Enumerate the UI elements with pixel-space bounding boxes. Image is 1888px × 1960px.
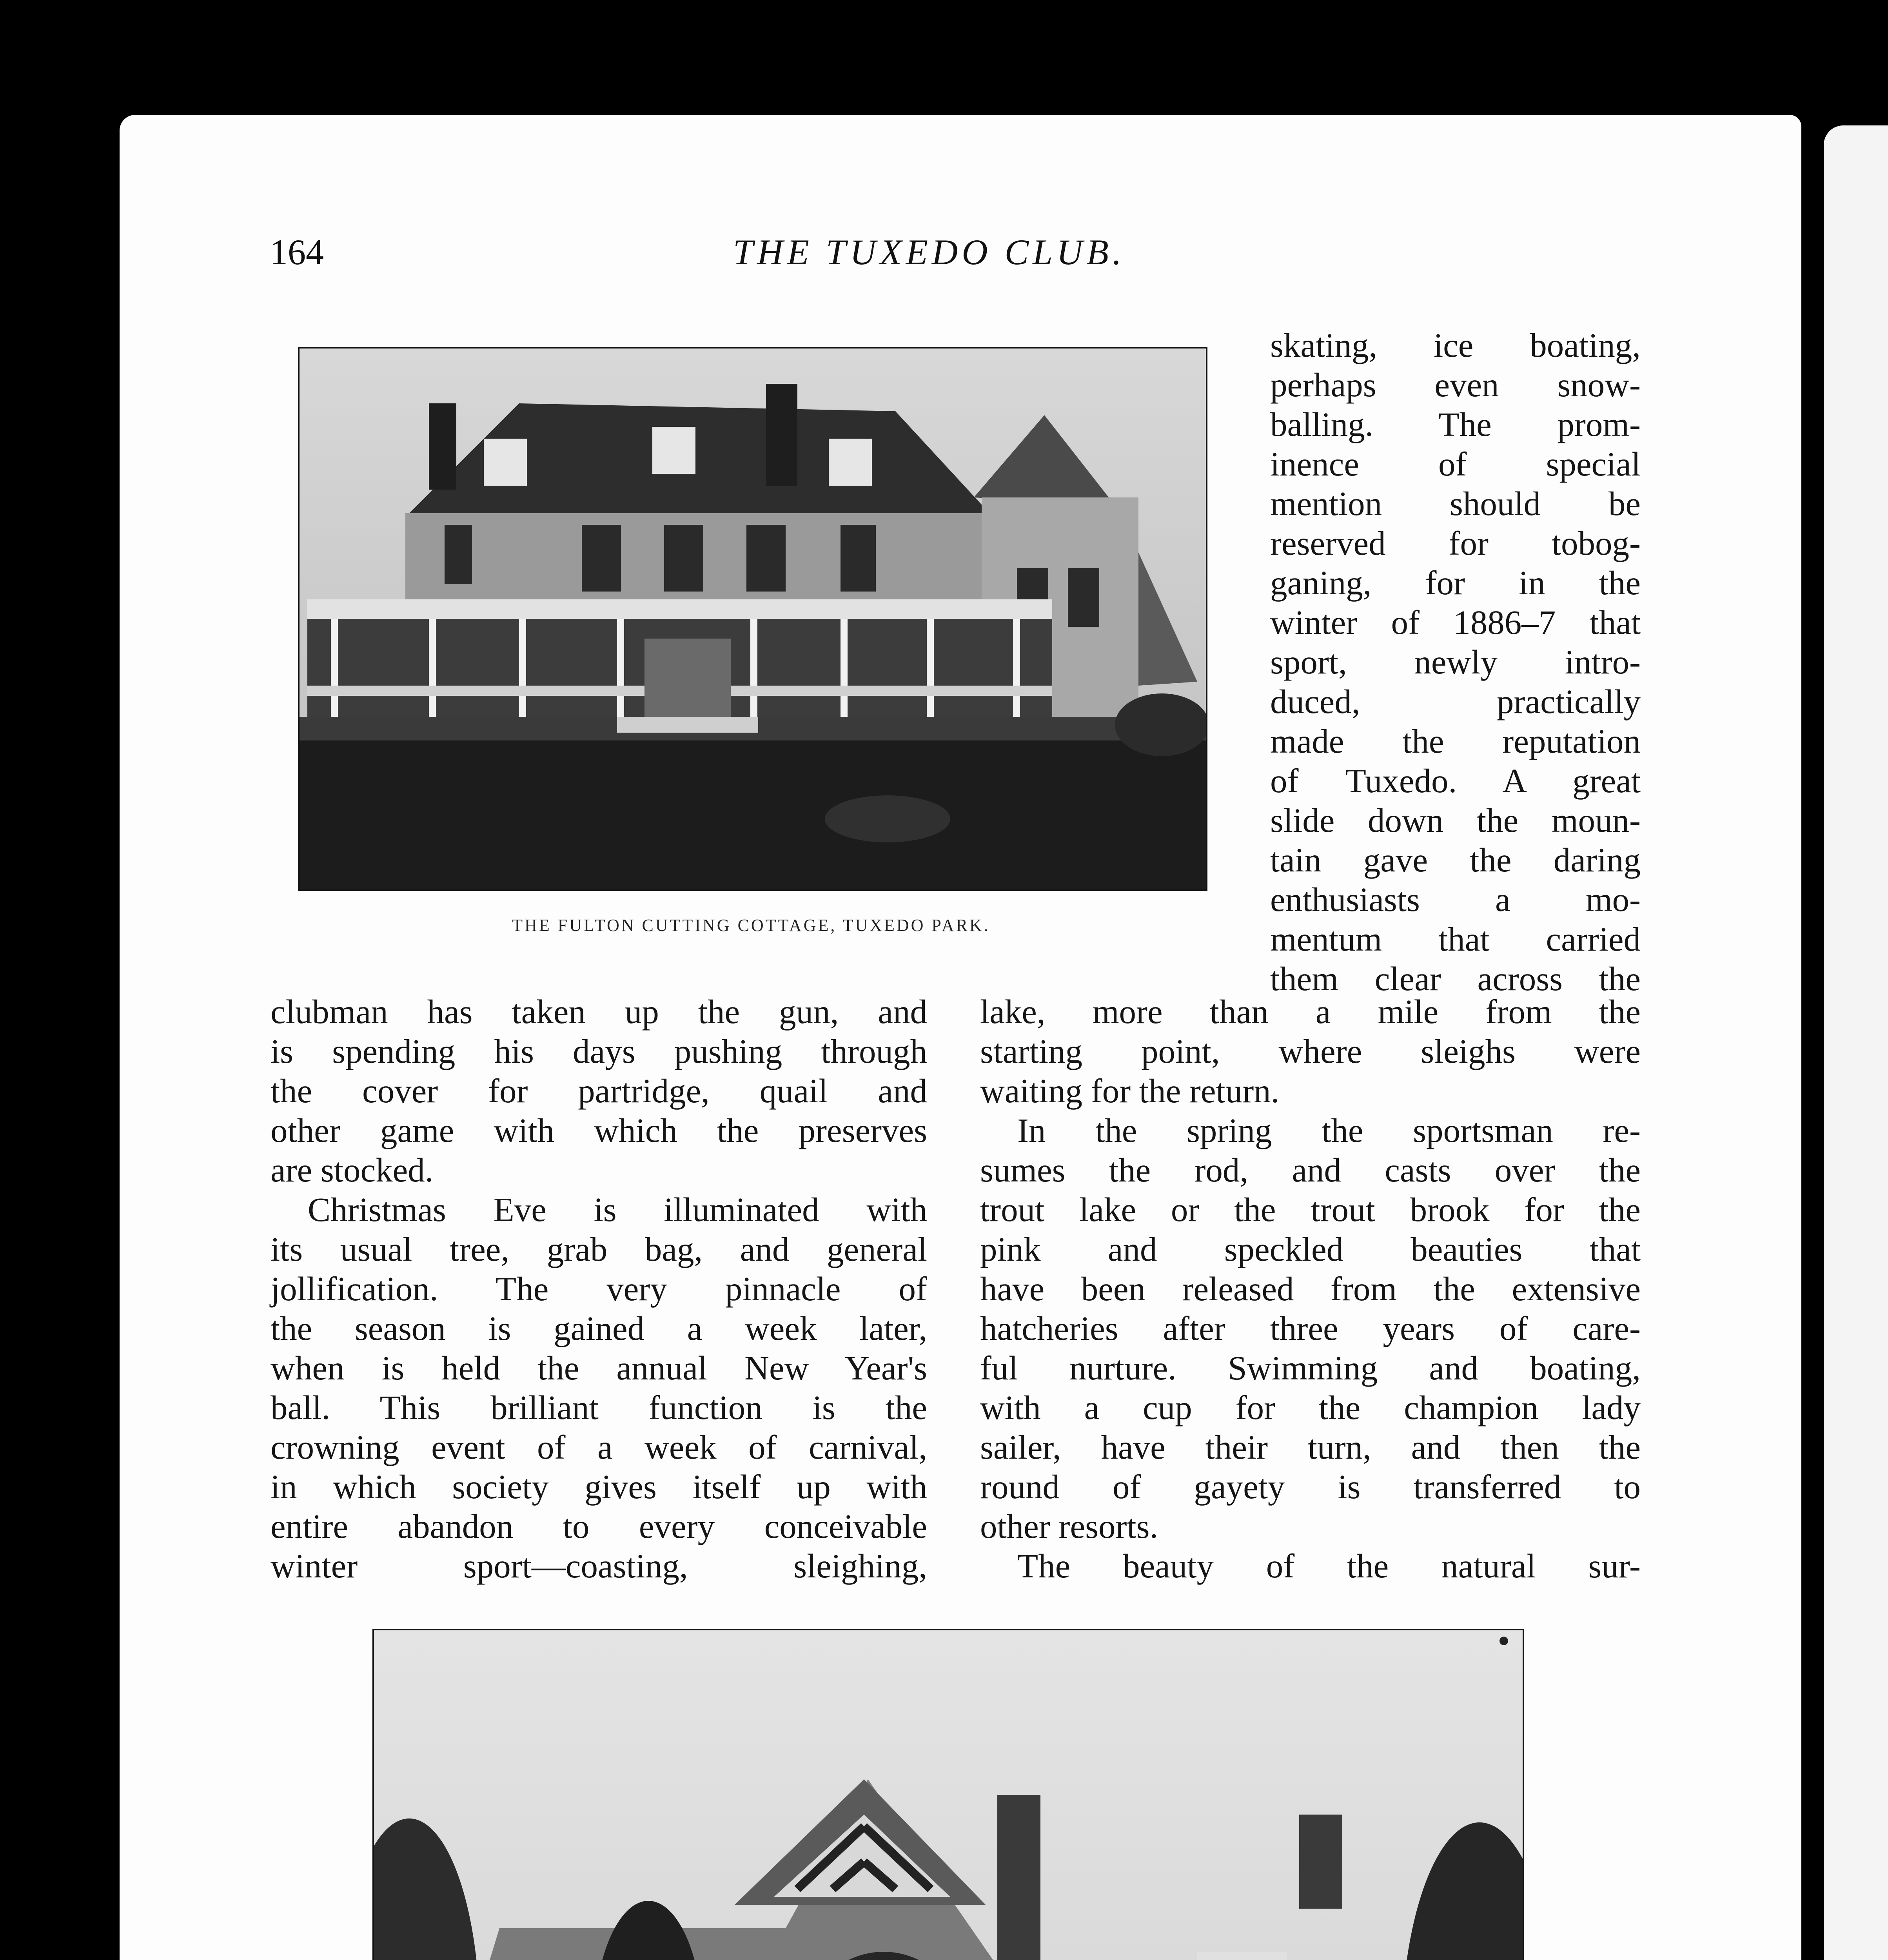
text-line: of Tuxedo. A great (1270, 762, 1641, 800)
text-line: when is held the annual New Year's (270, 1349, 927, 1387)
text-line: mention should be (1270, 485, 1641, 523)
text-line: jollification. The very pinnacle of (270, 1270, 927, 1308)
text-line: other game with which the preserves (270, 1111, 927, 1149)
text-line: crowning event of a week of carnival, (270, 1428, 927, 1466)
text-line: sailer, have their turn, and then the (980, 1428, 1641, 1466)
text-line: trout lake or the trout brook for the (980, 1191, 1641, 1229)
text-line: the season is gained a week later, (270, 1309, 927, 1347)
print-speck (1500, 1637, 1508, 1645)
text-line: ful nurture. Swimming and boating, (980, 1349, 1641, 1387)
lorillard-cottage-photo (372, 1629, 1524, 1960)
text-line: its usual tree, grab bag, and general (270, 1230, 927, 1268)
text-line: in which society gives itself up with (270, 1468, 927, 1506)
text-line: are stocked. (270, 1151, 434, 1189)
fulton-cutting-cottage-caption: THE FULTON CUTTING COTTAGE, TUXEDO PARK. (512, 916, 990, 935)
text-line: the cover for partridge, quail and (270, 1072, 927, 1110)
text-line: In the spring the sportsman re- (1017, 1111, 1641, 1149)
text-line: Christmas Eve is illuminated with (308, 1191, 927, 1229)
right-column-bottom (980, 992, 1641, 1586)
text-line: have been released from the extensive (980, 1270, 1641, 1308)
page-header (0, 231, 1888, 286)
text-line: lake, more than a mile from the (980, 993, 1641, 1031)
text-line: hatcheries after three years of care- (980, 1309, 1641, 1347)
text-line: mentum that carried (1270, 920, 1641, 958)
text-line: tain gave the daring (1270, 841, 1641, 879)
text-line: clubman has taken up the gun, and (270, 993, 927, 1031)
text-line: is spending his days pushing through (270, 1032, 927, 1070)
text-line: slide down the moun- (1270, 801, 1641, 839)
text-line: winter sport—coasting, sleighing, (270, 1547, 927, 1585)
text-line: waiting for the return. (980, 1072, 1280, 1110)
running-head: THE TUXEDO CLUB. (733, 232, 1126, 272)
text-line: reserved for tobog- (1270, 524, 1641, 562)
text-line: perhaps even snow- (1270, 366, 1641, 404)
text-line: ball. This brilliant function is the (270, 1388, 927, 1426)
text-line: balling. The prom- (1270, 405, 1641, 443)
text-line: sport, newly intro- (1270, 643, 1641, 681)
page-number: 164 (270, 232, 324, 272)
text-line: skating, ice boating, (1270, 326, 1641, 364)
text-line: ganing, for in the (1270, 564, 1641, 602)
text-line: sumes the rod, and casts over the (980, 1151, 1641, 1189)
text-line: enthusiasts a mo- (1270, 880, 1641, 918)
text-line: with a cup for the champion lady (980, 1388, 1641, 1426)
next-page-edge (1824, 125, 1888, 1960)
text-line: them clear across the (1270, 960, 1641, 998)
text-line: inence of special (1270, 445, 1641, 483)
text-line: winter of 1886–7 that (1270, 603, 1641, 641)
text-line: entire abandon to every conceivable (270, 1507, 927, 1545)
text-line: round of gayety is transferred to (980, 1468, 1641, 1506)
fulton-cutting-cottage-photo (298, 347, 1207, 891)
text-line: starting point, where sleighs were (980, 1032, 1641, 1070)
right-column-top (1270, 325, 1641, 998)
text-line: duced, practically (1270, 682, 1641, 720)
text-line: made the reputation (1270, 722, 1641, 760)
text-line: pink and speckled beauties that (980, 1230, 1641, 1268)
left-column (270, 992, 927, 1586)
text-line: The beauty of the natural sur- (1017, 1547, 1641, 1585)
text-line: other resorts. (980, 1507, 1158, 1545)
